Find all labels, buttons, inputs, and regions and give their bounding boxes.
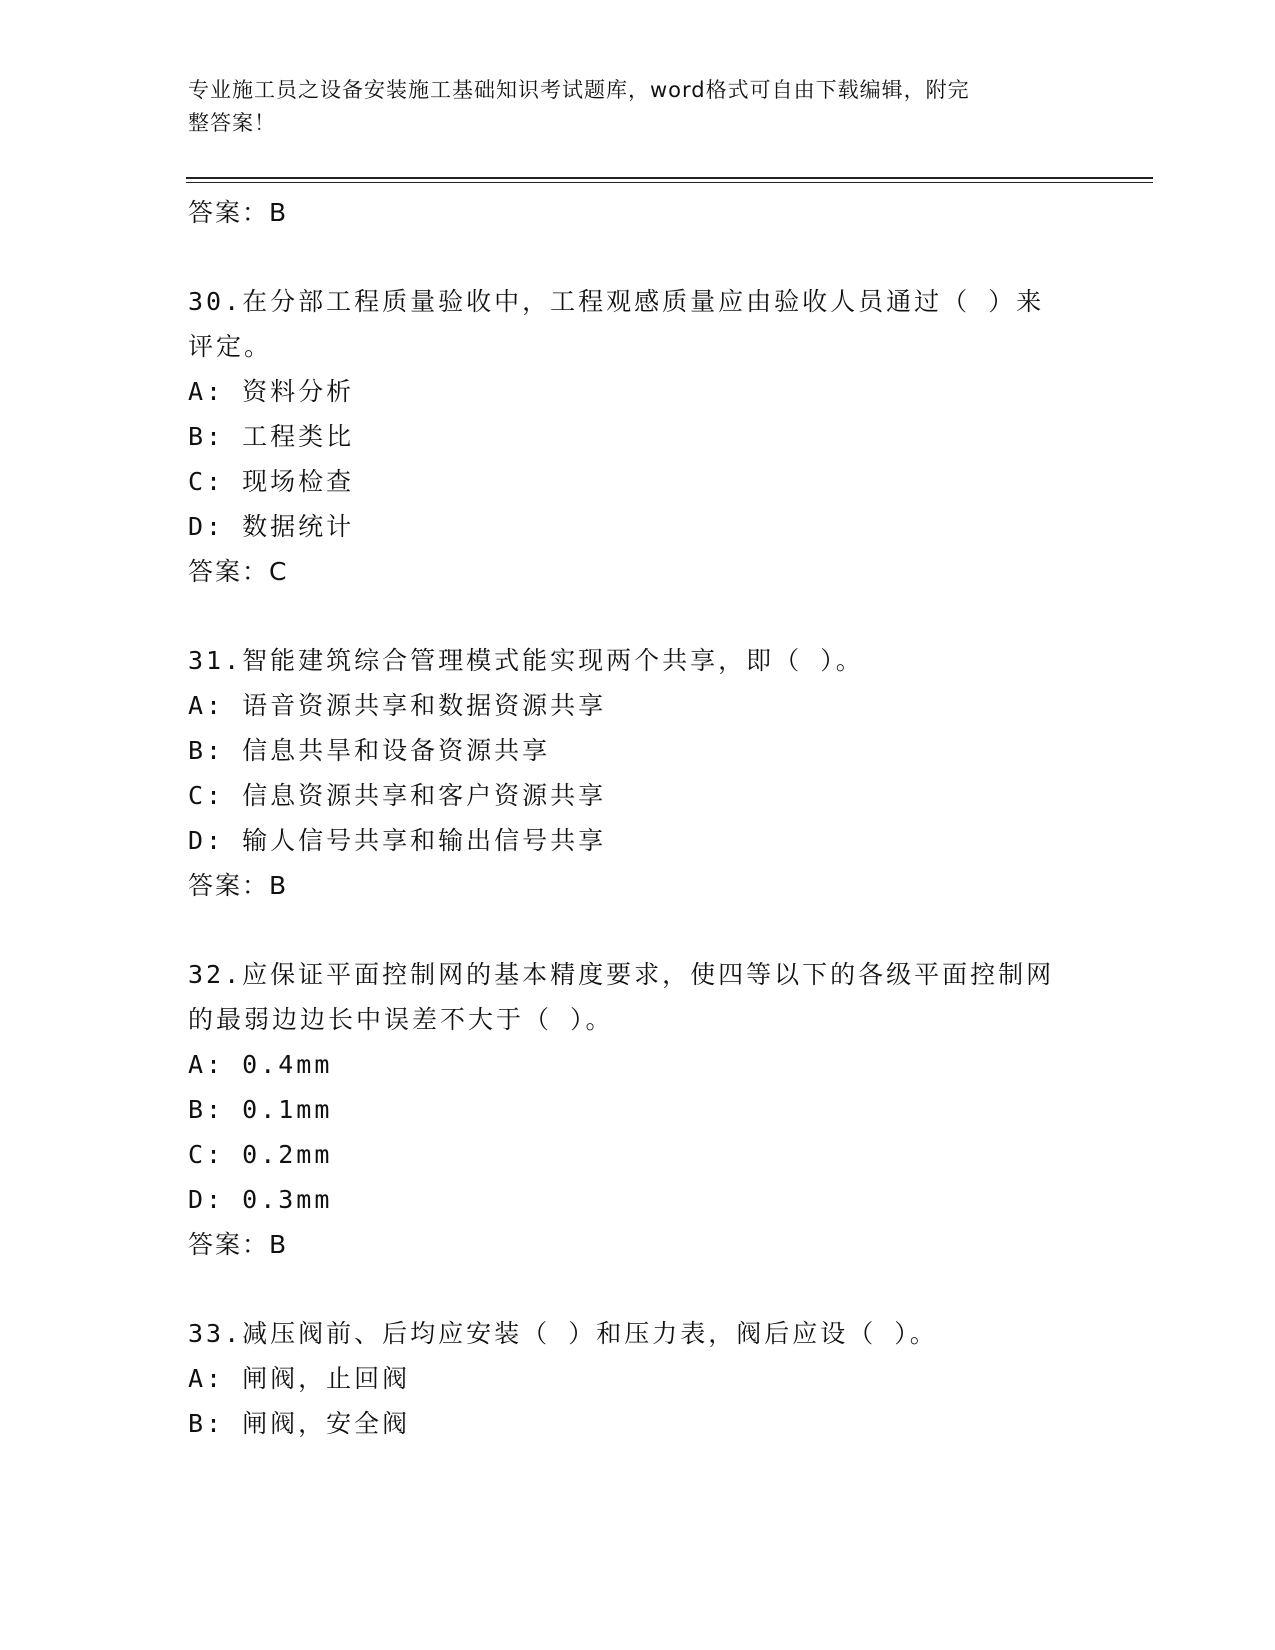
- question-30-option-a: A: 资料分析: [188, 377, 355, 406]
- question-30-answer: 答案：C: [188, 557, 289, 586]
- question-30-option-d: D: 数据统计: [188, 512, 355, 541]
- question-30-title-line-1: 30.在分部工程质量验收中，工程观感质量应由验收人员通过（ ）来: [188, 287, 1045, 316]
- question-31-option-b: B: 信息共旱和设备资源共享: [188, 736, 551, 765]
- header-rule-thick: [186, 177, 1153, 179]
- question-31-answer: 答案：B: [188, 871, 289, 900]
- previous-answer: 答案：B: [188, 198, 289, 227]
- question-31-option-a: A: 语音资源共享和数据资源共享: [188, 691, 607, 720]
- header-line-1: 专业施工员之设备安装施工基础知识考试题库，word格式可自由下载编辑，附完: [188, 78, 970, 102]
- question-33-option-b: B: 闸阀，安全阀: [188, 1409, 411, 1438]
- question-31: [188, 638, 1088, 908]
- spacer: [188, 908, 1088, 952]
- spacer: [188, 235, 1088, 279]
- question-32-title-line-1: 32.应保证平面控制网的基本精度要求，使四等以下的各级平面控制网: [188, 960, 1055, 989]
- document-header: [188, 74, 1068, 140]
- question-30: [188, 279, 1088, 594]
- question-content: [188, 190, 1088, 1446]
- question-31-title-line-1: 31.智能建筑综合管理模式能实现两个共享，即（ ）。: [188, 646, 864, 675]
- spacer: [188, 594, 1088, 638]
- header-line-2: 整答案！: [188, 111, 276, 135]
- question-33: [188, 1311, 1088, 1446]
- question-32-title-line-2: 的最弱边边长中误差不大于（ ）。: [188, 1005, 614, 1034]
- question-30-title-line-2: 评定。: [188, 332, 273, 361]
- question-31-option-c: C: 信息资源共享和客户资源共享: [188, 781, 607, 810]
- question-33-title-line-1: 33.减压阀前、后均应安装（ ）和压力表，阀后应设（ ）。: [188, 1319, 938, 1348]
- question-30-option-c: C: 现场检查: [188, 467, 355, 496]
- question-32-answer: 答案：B: [188, 1230, 289, 1259]
- header-rule-thin: [186, 182, 1153, 183]
- question-32-option-b: B: 0.1mm: [188, 1095, 333, 1124]
- question-33-option-a: A: 闸阀，止回阀: [188, 1364, 411, 1393]
- question-32: [188, 952, 1088, 1267]
- question-32-option-a: A: 0.4mm: [188, 1050, 333, 1079]
- question-32-option-d: D: 0.3mm: [188, 1185, 333, 1214]
- spacer: [188, 1267, 1088, 1311]
- question-31-option-d: D: 输人信号共享和输出信号共享: [188, 826, 607, 855]
- question-32-option-c: C: 0.2mm: [188, 1140, 333, 1169]
- question-30-option-b: B: 工程类比: [188, 422, 355, 451]
